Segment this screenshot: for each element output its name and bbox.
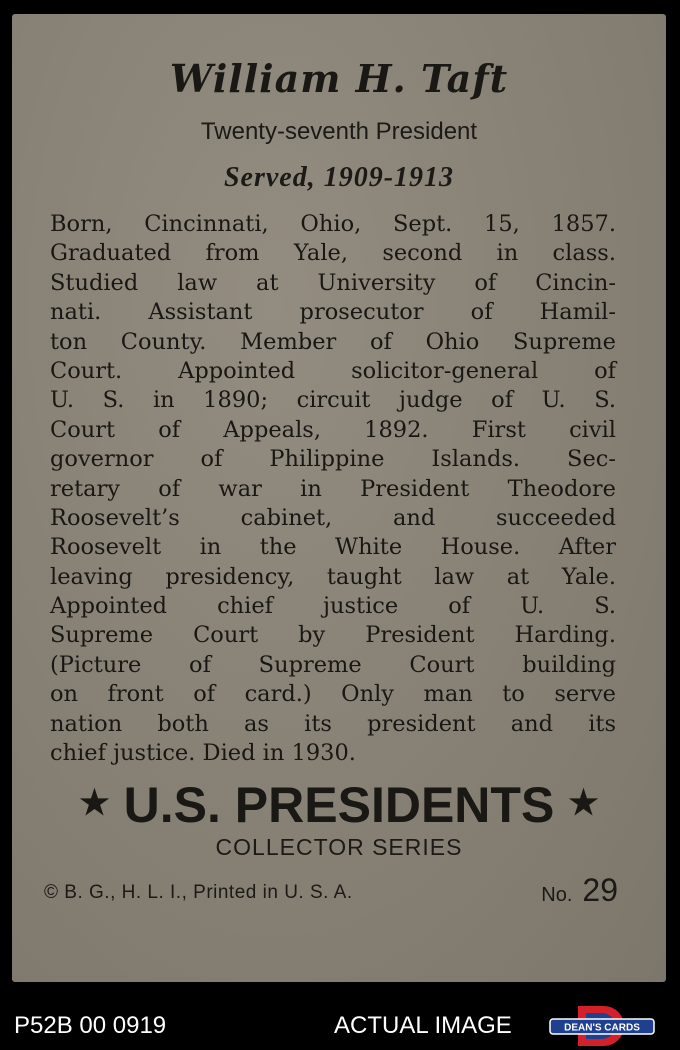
bio-line: Appointed chief justice of U. S. <box>50 593 616 620</box>
series-subtitle: COLLECTOR SERIES <box>215 834 463 860</box>
bio-line: Court of Appeals, 1892. First civil <box>50 416 616 443</box>
term-served: Served, 1909-1913 <box>223 162 455 193</box>
card-number-label: No. <box>541 884 573 906</box>
bio-line: Roosevelt’s cabinet, and succeeded <box>50 504 616 531</box>
series-title-text: U.S. PRESIDENTS <box>123 777 555 833</box>
bio-line: Court. Appointed solicitor-general of <box>50 357 616 384</box>
president-ordinal: Twenty-seventh President <box>200 118 478 145</box>
bio-line: (Picture of Supreme Court building <box>50 651 616 678</box>
bio-line: Born, Cincinnati, Ohio, Sept. 15, 1857. <box>50 211 616 237</box>
card-number-value: 29 <box>582 872 618 908</box>
logo-text: DEAN'S CARDS <box>564 1022 640 1034</box>
star-icon: ★ <box>568 784 599 822</box>
biography <box>50 210 616 768</box>
bio-line: U. S. in 1890; circuit judge of U. S. <box>50 387 616 414</box>
bio-line: ton County. Member of Ohio Supreme <box>50 328 616 355</box>
deans-cards-logo <box>548 1004 658 1048</box>
bio-line: Supreme Court by President Harding. <box>50 622 616 649</box>
card-number <box>541 872 618 909</box>
actual-image-label: ACTUAL IMAGE <box>334 1012 512 1039</box>
bio-line: Roosevelt in the White House. After <box>50 534 616 561</box>
bio-line: governor of Philippine Islands. Sec- <box>50 446 616 473</box>
copyright-line: © B. G., H. L. I., Printed in U. S. A. <box>44 882 353 903</box>
star-icon: ★ <box>79 784 110 822</box>
series-title <box>12 776 666 834</box>
bio-line: Studied law at University of Cincin- <box>50 269 616 296</box>
bio-line: on front of card.) Only man to serve <box>50 681 616 708</box>
card-back <box>12 14 666 982</box>
listing-footer <box>0 1004 680 1050</box>
bio-line: nation both as its president and its <box>50 710 616 737</box>
bio-line: leaving presidency, taught law at Yale. <box>50 563 616 590</box>
president-signature: William H. Taft <box>169 56 509 101</box>
bio-line: nati. Assistant prosecutor of Hamil- <box>50 299 616 326</box>
bio-line: retary of war in President Theodore <box>50 475 616 502</box>
bio-line: Graduated from Yale, second in class. <box>50 240 616 267</box>
cert-number: P52B 00 0919 <box>14 1012 167 1039</box>
bio-line: chief justice. Died in 1930. <box>50 740 356 767</box>
